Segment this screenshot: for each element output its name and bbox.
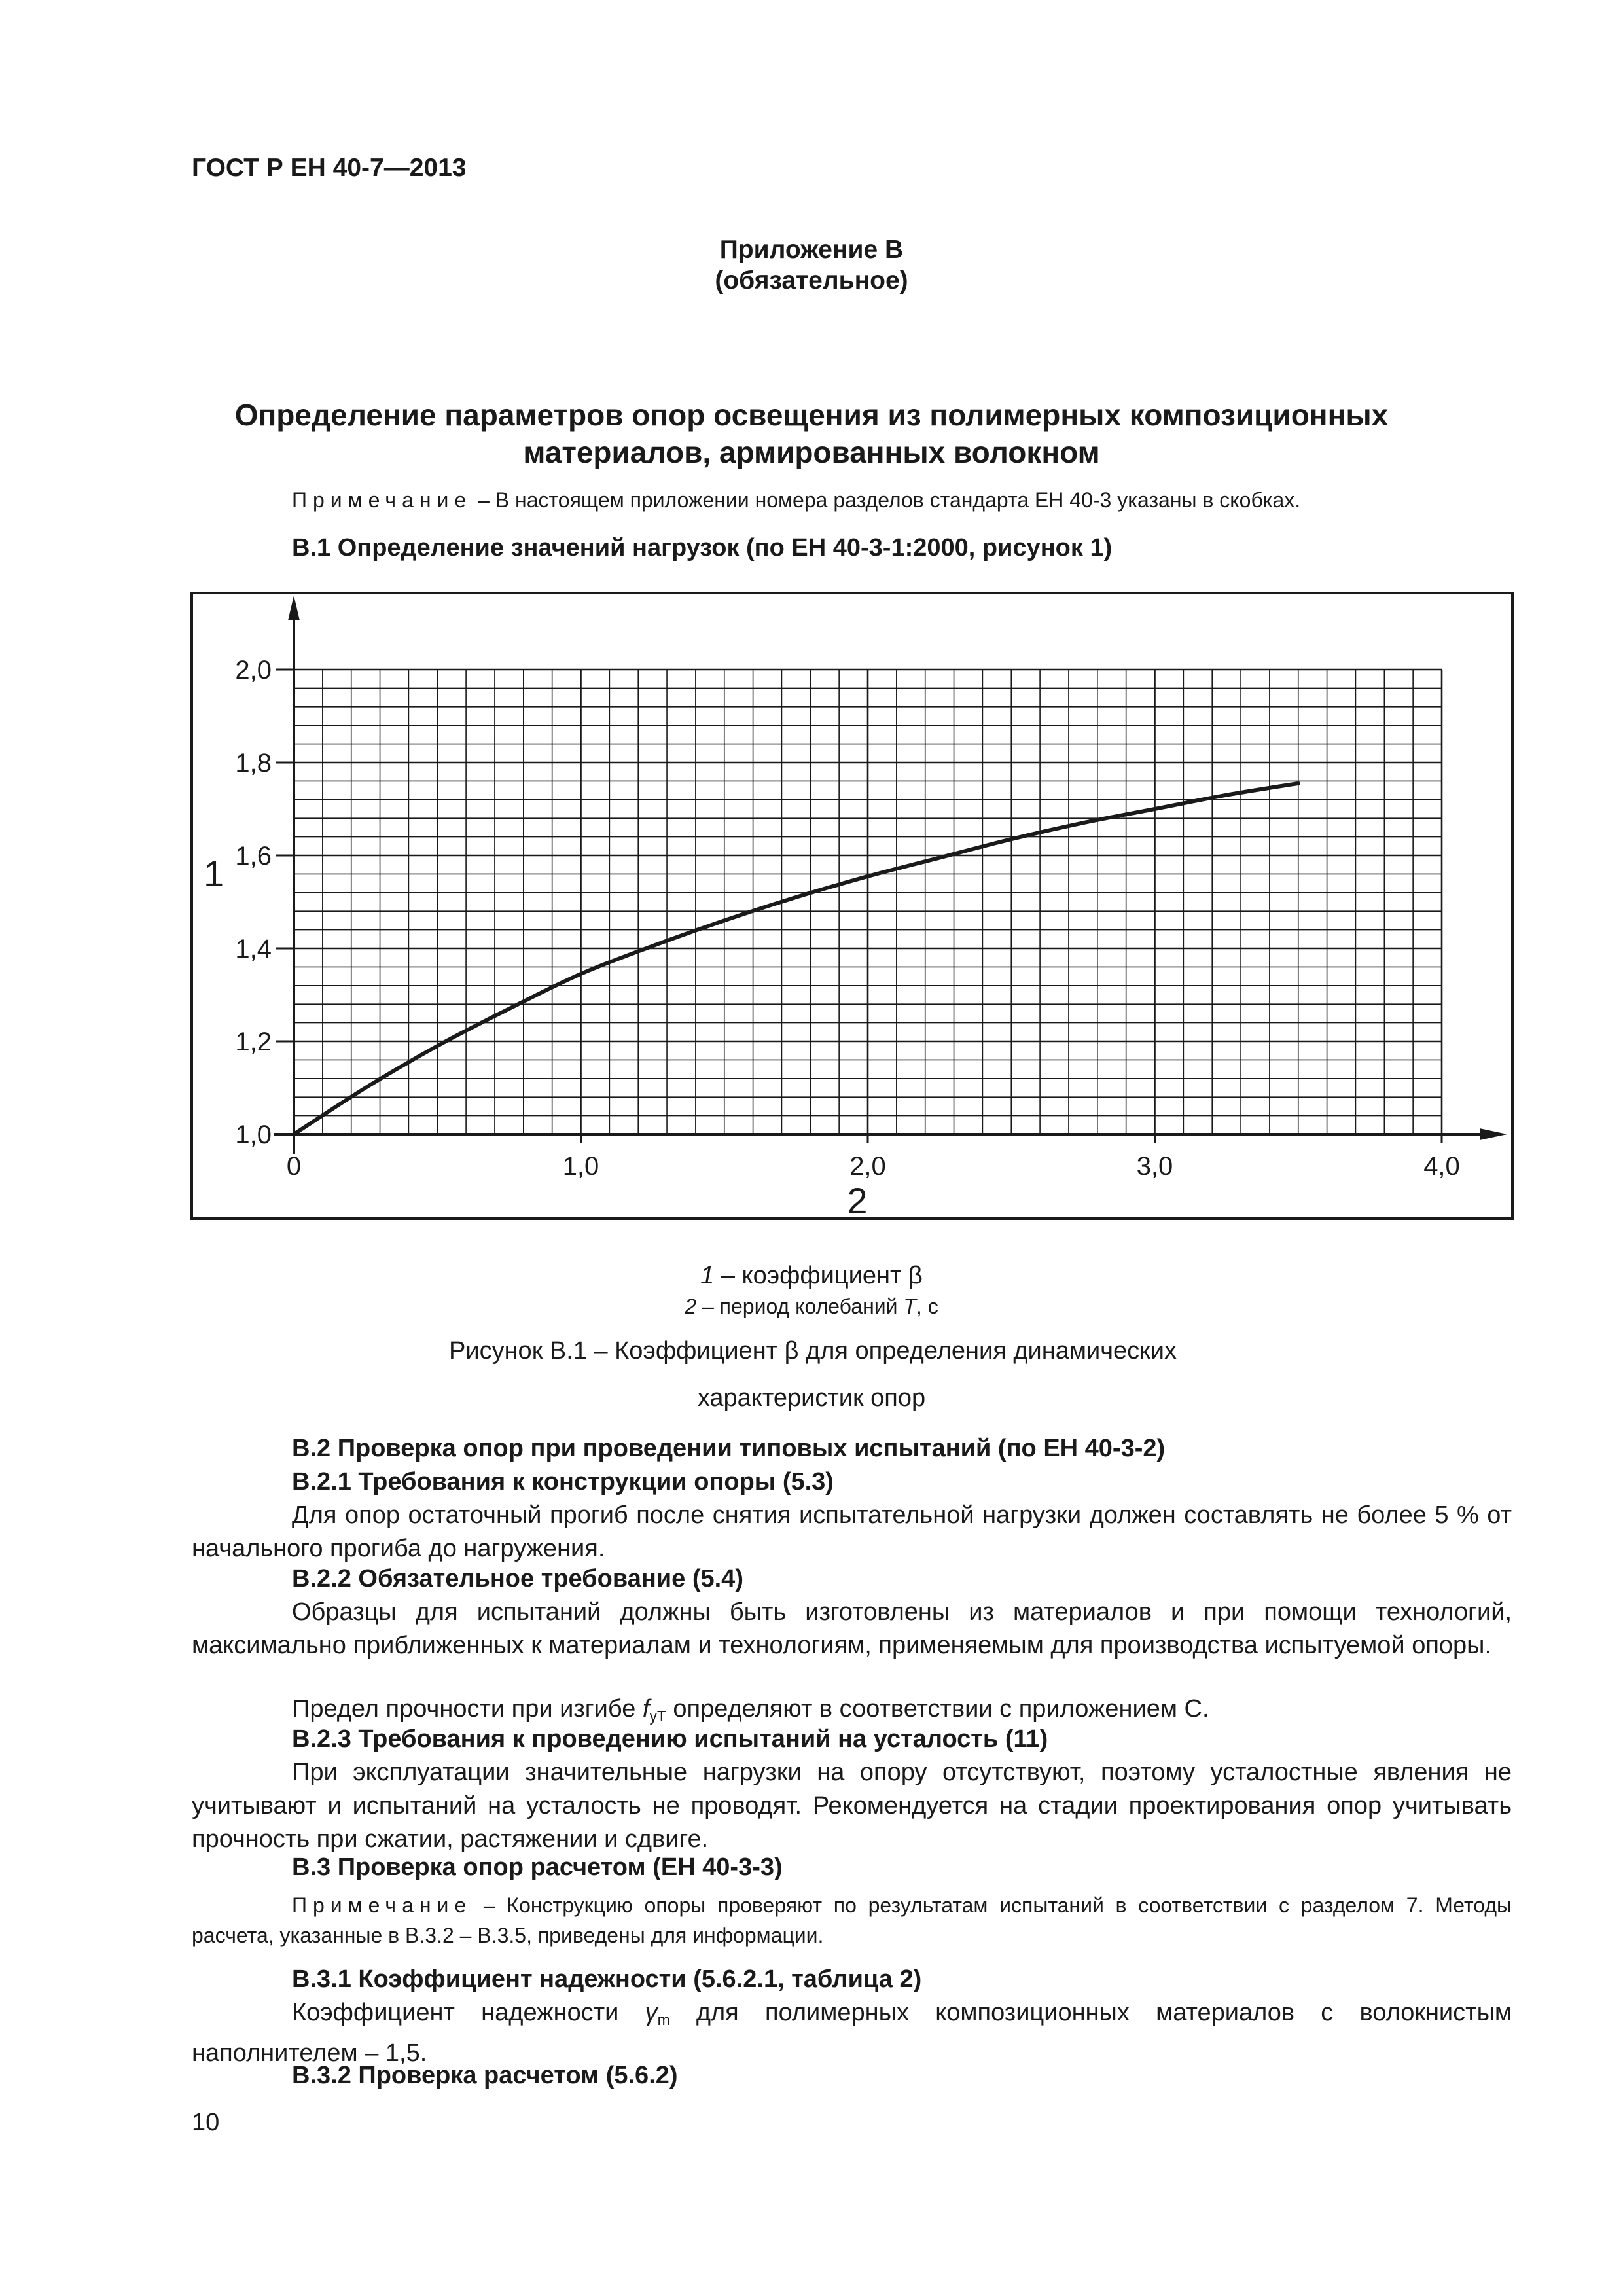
legend-item-1-text: – коэффициент β — [714, 1262, 923, 1289]
section-b3-note-text: – Конструкцию опоры проверяют по результатам испытаний в соответствии с разделом 7. Методы расчета, указанные в В.3.2 – В.3.5, приведены для информации. — [192, 1893, 1512, 1947]
figure-caption-line1: Рисунок В.1 – Коэффициент β для определения динамических — [449, 1337, 1177, 1365]
strength-text-b: определяют в соответствии с приложением С. — [666, 1695, 1209, 1723]
x-tick-label: 4,0 — [1423, 1152, 1460, 1181]
x-tick-label: 2,0 — [849, 1152, 886, 1181]
y-axis-arrow — [288, 596, 300, 620]
y-tick-label: 1,0 — [235, 1121, 272, 1149]
strength-text-a: Предел прочности при изгибе — [292, 1695, 643, 1723]
section-b3-note-prefix: Примечание — [292, 1893, 473, 1917]
page-number: 10 — [192, 2109, 220, 2136]
document-id: ГОСТ Р ЕН 40-7—2013 — [192, 154, 467, 182]
section-b3-1-text — [192, 1996, 1512, 2070]
section-b2-2-text: Образцы для испытаний должны быть изготовлены из материалов и при помощи технологий, максимально приближенных к материалам и технологиям, применяемым для производства испытуемой опоры. — [192, 1598, 1512, 1659]
figure-caption-line2: характеристик опор — [697, 1384, 926, 1412]
legend-item-2 — [0, 1295, 1623, 1319]
main-title-line2: материалов, армированных волокном — [523, 435, 1100, 469]
y-tick-label: 1,2 — [235, 1028, 272, 1056]
y-tick-label: 1,4 — [235, 935, 272, 963]
section-b2-1-heading: В.2.1 Требования к конструкции опоры (5.3) — [292, 1468, 834, 1496]
section-b2-3-text: При эксплуатации значительные нагрузки на опору отсутствуют, поэтому усталостные явления не учитывают и испытаний на усталость не проводят. Рекомендуется на стадии проектирования опор учитывать прочность при сжатии, растяжении и сдвиге. — [192, 1759, 1512, 1853]
section-b2-2-strength-text — [292, 1695, 1209, 1725]
x-tick-label: 0 — [286, 1152, 302, 1181]
legend-item-2-text-a: – период колебаний — [696, 1295, 904, 1318]
section-b2-1-text: Для опор остаточный прогиб после снятия испытательной нагрузки должен составлять не более 5 % от начального прогиба до нагружения. — [192, 1501, 1512, 1562]
chart-series — [294, 783, 1298, 1134]
beta-curve — [294, 783, 1298, 1134]
legend-item-2-text-b: , с — [916, 1295, 938, 1318]
chart-axes — [274, 596, 1507, 1154]
legend-item-1-number: 1 — [700, 1262, 715, 1289]
strength-variable: f — [642, 1695, 650, 1723]
main-title-line1: Определение параметров опор освещения из полимерных композиционных — [234, 398, 1389, 432]
section-b3-note — [192, 1890, 1512, 1950]
chart-ticks — [235, 656, 1459, 1181]
x-axis-label: 2 — [847, 1180, 868, 1220]
section-b1-heading: В.1 Определение значений нагрузок (по ЕН 40-3-1:2000, рисунок 1) — [292, 534, 1113, 562]
x-tick-label: 1,0 — [562, 1152, 599, 1181]
chart-grid — [294, 670, 1442, 1134]
reliability-text-b: для полимерных композиционных материалов с волокнистым наполнителем – 1,5. — [192, 1999, 1512, 2067]
section-b2-2-heading: В.2.2 Обязательное требование (5.4) — [292, 1565, 743, 1592]
section-b3-heading: В.3 Проверка опор расчетом (ЕН 40-3-3) — [292, 1854, 783, 1881]
appendix-status: (обязательное) — [715, 266, 908, 295]
reliability-variable-subscript: m — [657, 2011, 670, 2028]
chart-frame — [192, 593, 1512, 1219]
section-b2-3-heading: В.2.3 Требования к проведению испытаний на усталость (11) — [292, 1725, 1048, 1753]
note-prefix: Примечание — [292, 488, 473, 512]
section-b2-heading: В.2 Проверка опор при проведении типовых испытаний (по ЕН 40-3-2) — [292, 1435, 1166, 1462]
x-tick-label: 3,0 — [1136, 1152, 1173, 1181]
strength-variable-subscript: yT — [649, 1707, 666, 1725]
legend-item-2-variable: T — [903, 1295, 916, 1318]
beta-coefficient-chart — [190, 592, 1514, 1220]
reliability-text-a: Коэффициент надежности — [292, 1999, 645, 2026]
legend-item-2-number: 2 — [685, 1295, 697, 1318]
section-b3-1-heading: В.3.1 Коэффициент надежности (5.6.2.1, таблица 2) — [292, 1965, 922, 1993]
reliability-variable: γ — [645, 1999, 658, 2026]
y-axis-label: 1 — [204, 853, 224, 894]
section-b3-2-heading: В.3.2 Проверка расчетом (5.6.2) — [292, 2062, 678, 2089]
legend-item-1 — [0, 1262, 1623, 1290]
appendix-title: Приложение В — [719, 236, 904, 264]
y-tick-label: 2,0 — [235, 656, 272, 685]
y-tick-label: 1,6 — [235, 842, 272, 870]
note-intro — [292, 488, 1300, 512]
x-axis-arrow — [1480, 1128, 1507, 1140]
note-text: – В настоящем приложении номера разделов стандарта ЕН 40-3 указаны в скобках. — [472, 488, 1301, 512]
y-tick-label: 1,8 — [235, 749, 272, 778]
